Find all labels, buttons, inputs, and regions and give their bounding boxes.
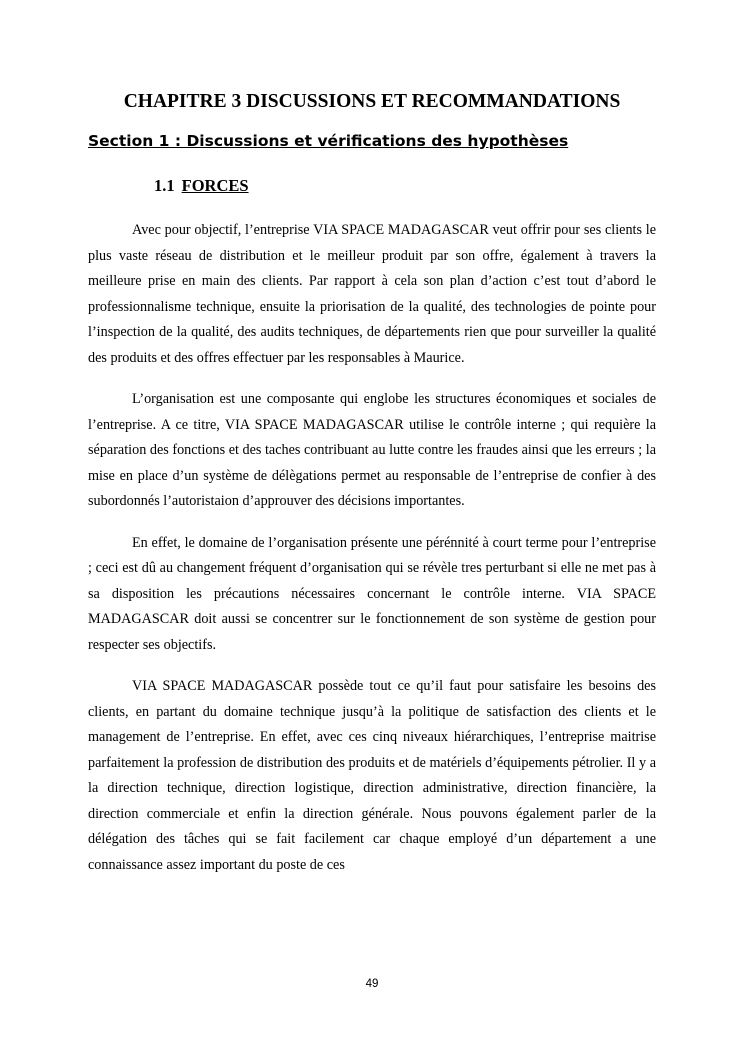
chapter-title: CHAPITRE 3 DISCUSSIONS ET RECOMMANDATIONS (123, 91, 621, 112)
paragraph-2: L’organisation est une composante qui englobe les structures économiques et sociales de l’entreprise. A ce titre, VIA SPACE MADAGASCAR utilise le contrôle interne ; qui requière la séparation des fonctions et des taches contribuant au lutte contre les fraudes ainsi que les erreurs ; la mise en place d’un système de délègations permet au responsable de l’entreprise de confier à des subordonnés l’autoristaion d’approuver des décisions importantes. (88, 391, 656, 509)
subsection-number: 1.1 (154, 176, 175, 195)
paragraph-4: VIA SPACE MADAGASCAR possède tout ce qu’il faut pour satisfaire les besoins des clients, en partant du domaine technique jusqu’à la politique de satisfaction des clients et le management de l’entreprise. En effet, avec ces cinq niveaux hiérarchiques, l’entreprise maitrise parfaitement la profession de distribution des produits et de matériels d’équipements pétrolier. Il y a la direction technique, direction logistique, direction administrative, direction financière, la direction commerciale et enfin la direction générale. Nous pouvons également parler de la délégation des tâches qui se fait facilement car chaque employé d’un département a une connaissance assez important du poste de ces (88, 678, 656, 873)
paragraph-1: Avec pour objectif, l’entreprise VIA SPACE MADAGASCAR veut offrir pour ses clients le plus vaste réseau de distribution et le meilleur produit par son offre, également à travers la meilleure prise en main des clients. Par rapport à cela son plan d’action c’est tout d’abord le professionnalisme technique, ensuite la priorisation de la qualité, des technologies de pointe pour l’inspection de la qualité, des audits techniques, de départements rien que pour surveiller la qualité des produits et des offres effectuer par les responsables à Maurice. (88, 222, 656, 366)
paragraph-3: En effet, le domaine de l’organisation présente une pérénnité à court terme pour l’entreprise ; ceci est dû au changement fréquent d’organisation qui se révèle tres perturbant si elle ne met pas à sa disposition les précautions nécessaires concernant le contrôle interne. VIA SPACE MADAGASCAR doit aussi se concentrer sur le fonctionnement de son système de gestion pour respecter ses objectifs. (88, 534, 656, 653)
section-title: Section 1 : Discussions et vérifications des hypothèses (88, 132, 569, 150)
body-text (88, 218, 656, 894)
page-number: 49 (365, 978, 379, 990)
subsection-heading (154, 175, 249, 197)
subsection-label: FORCES (181, 176, 249, 195)
